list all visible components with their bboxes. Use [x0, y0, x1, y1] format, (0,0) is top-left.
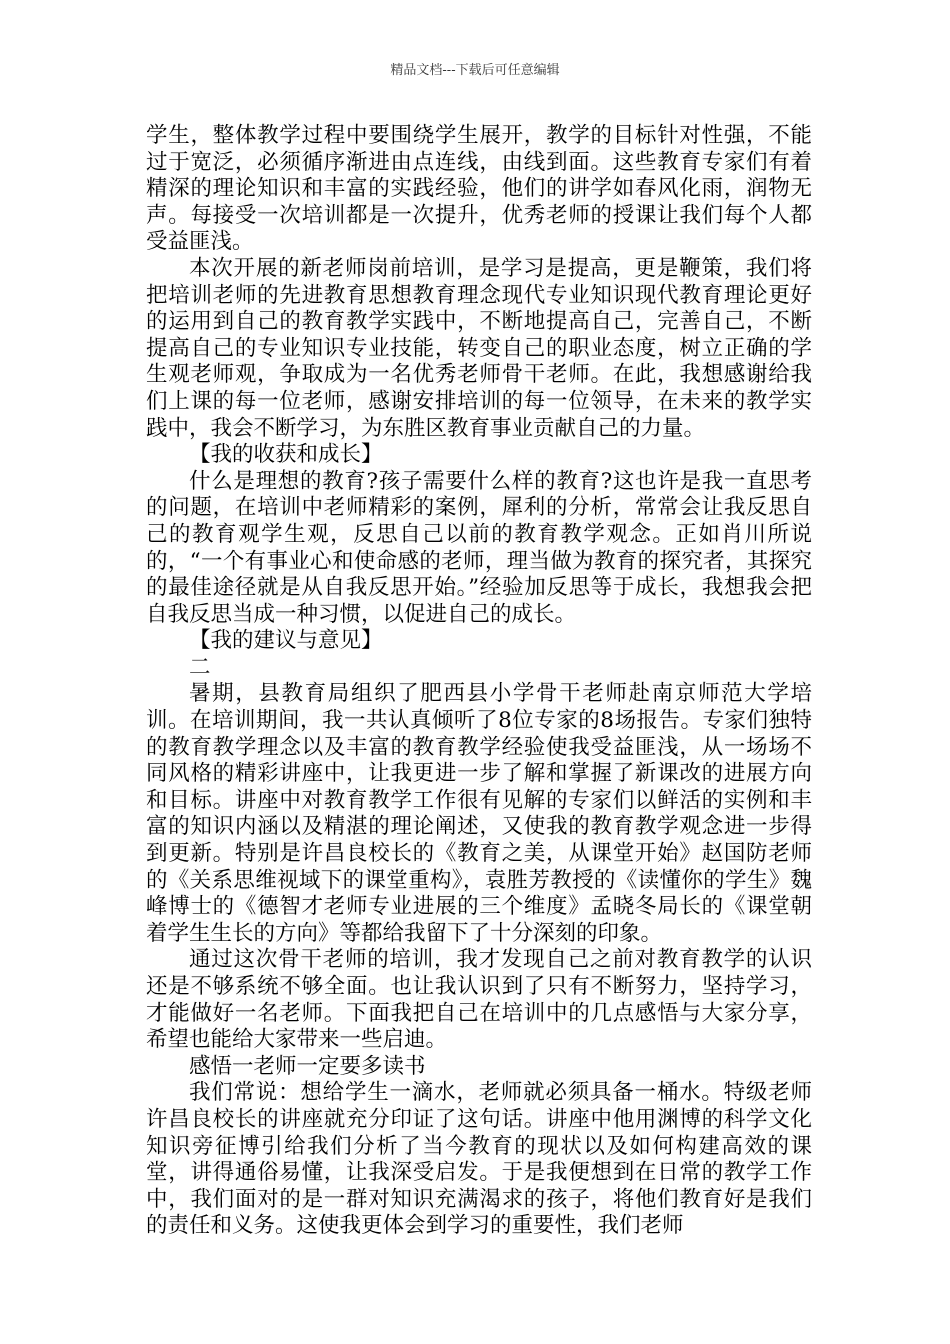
section-heading: 感悟一老师一定要多读书: [189, 1053, 426, 1079]
paragraph: 通过这次骨干老师的培训，我才发现自己之前对教育教学的认识还是不够系统不够全面。也让我认识到了只有不断努力，坚持学习，才能做好一名老师。下面我把自己在培训中的几点感悟与大家分享，希望也能给大家带来一些启迪。: [146, 947, 812, 1053]
section-heading: 【我的建议与意见】: [189, 628, 383, 654]
paragraph: 学生，整体教学过程中要围绕学生展开，教学的目标针对性强，不能过于宽泛，必须循序渐进由点连线，由线到面。这些教育专家们有着精深的理论知识和丰富的实践经验，他们的讲学如春风化雨，润物无声。每接受一次培训都是一次提升，优秀老师的授课让我们每个人都受益匪浅。: [146, 123, 812, 255]
page-header: 精品文档---下载后可任意编辑: [390, 63, 560, 78]
section-number: 二: [189, 654, 211, 680]
paragraph: 什么是理想的教育?孩子需要什么样的教育?这也许是我一直思考的问题，在培训中老师精彩的案例，犀利的分析，常常会让我反思自己的教育观学生观，反思自己以前的教育教学观念。正如肖川所说的，“一个有事业心和使命感的老师，理当做为教育的探究者，其探究的最佳途径就是从自我反思开始。”经验加反思等于成长，我想我会把自我反思当成一种习惯，以促进自己的成长。: [146, 468, 812, 627]
paragraph: 本次开展的新老师岗前培训，是学习是提高，更是鞭策，我们将把培训老师的先进教育思想教育理念现代专业知识现代教育理论更好的运用到自己的教育教学实践中，不断地提高自己，完善自己，不断提高自己的专业知识专业技能，转变自己的职业态度，树立正确的学生观老师观，争取成为一名优秀老师骨干老师。在此，我想感谢给我们上课的每一位老师，感谢安排培训的每一位领导，在未来的教学实践中，我会不断学习，为东胜区教育事业贡献自己的力量。: [146, 255, 812, 441]
paragraph: 我们常说：想给学生一滴水，老师就必须具备一桶水。特级老师许昌良校长的讲座就充分印证了这句话。讲座中他用渊博的科学文化知识旁征博引给我们分析了当今教育的现状以及如何构建高效的课堂，讲得通俗易懂，让我深受启发。于是我便想到在日常的教学工作中，我们面对的是一群对知识充满渴求的孩子，将他们教育好是我们的责任和义务。这使我更体会到学习的重要性，我们老师: [146, 1080, 812, 1239]
document-body: [146, 123, 812, 1240]
paragraph: 暑期，县教育局组织了肥西县小学骨干老师赴南京师范大学培训。在培训期间，我一共认真倾听了8位专家的8场报告。专家们独特的教育教学理念以及丰富的教育教学经验使我受益匪浅，从一场场不同风格的精彩讲座中，让我更进一步了解和掌握了新课改的进展方向和目标。讲座中对教育教学工作很有见解的专家们以鲜活的实例和丰富的知识内涵以及精湛的理论阐述，又使我的教育教学观念进一步得到更新。特别是许昌良校长的《教育之美，从课堂开始》赵国防老师的《关系思维视域下的课堂重构》，袁胜芳教授的《读懂你的学生》魏峰博士的《德智才老师专业进展的三个维度》孟晓冬局长的《课堂朝着学生生长的方向》等都给我留下了十分深刻的印象。: [146, 681, 812, 946]
section-heading: 【我的收获和成长】: [189, 442, 383, 468]
